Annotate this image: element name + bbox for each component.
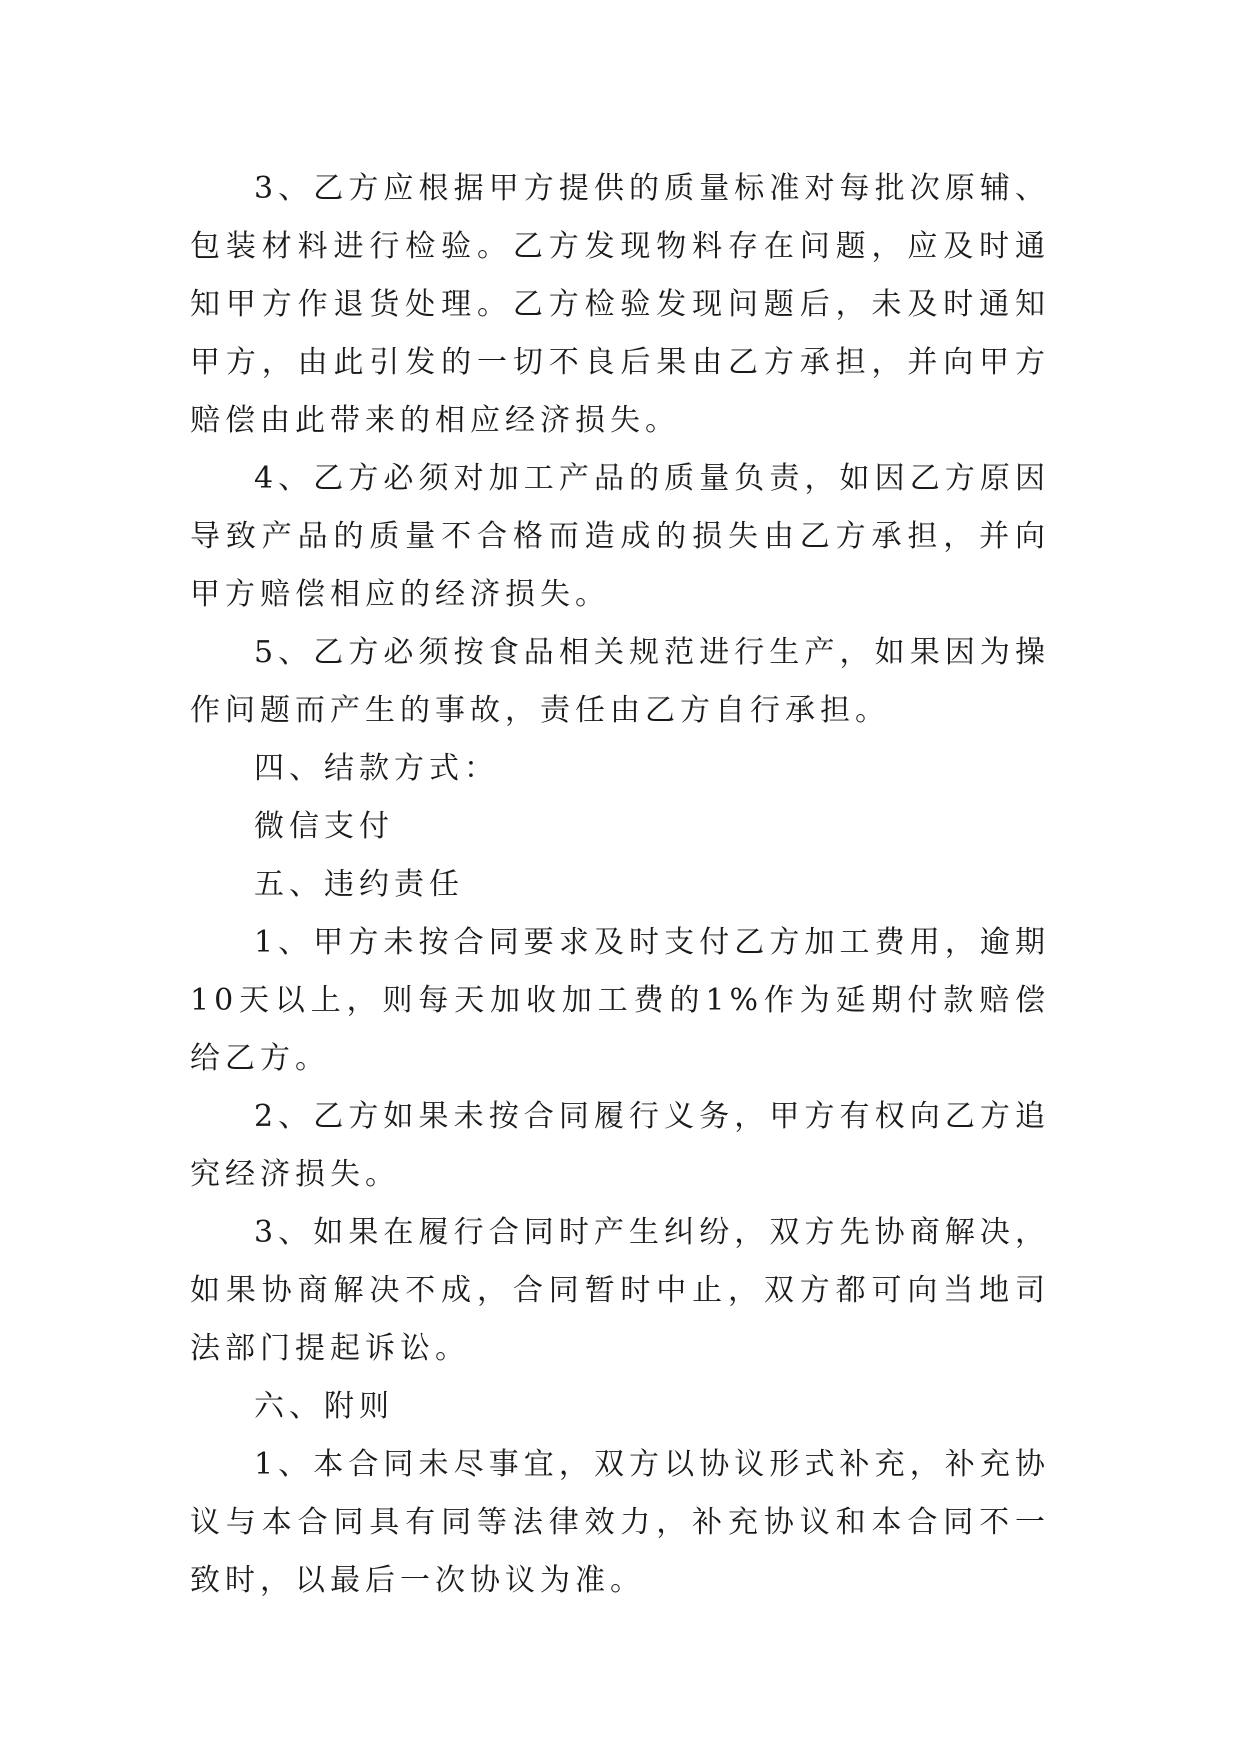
clause-4-product-quality: 4、乙方必须对加工产品的质量负责，如因乙方原因导致产品的质量不合格而造成的损失由乙方承担，并向甲方赔偿相应的经济损失。	[190, 461, 1050, 612]
section-heading-liability: 五、违约责任	[254, 867, 464, 902]
section-heading-payment: 四、结款方式：	[254, 751, 499, 786]
clause-3-material-inspection: 3、乙方应根据甲方提供的质量标准对每批次原辅、包装材料进行检验。乙方发现物料存在问题，应及时通知甲方作退货处理。乙方检验发现问题后，未及时通知甲方，由此引发的一切不良后果由乙方承担，并向甲方赔偿由此带来的相应经济损失。	[190, 171, 1050, 438]
supplementary-clause-1: 1、本合同未尽事宜，双方以协议形式补充，补充协议与本合同具有同等法律效力，补充协议和本合同不一致时，以最后一次协议为准。	[190, 1447, 1050, 1598]
liability-clause-3: 3、如果在履行合同时产生纠纷，双方先协商解决，如果协商解决不成，合同暂时中止，双方都可向当地司法部门提起诉讼。	[190, 1215, 1050, 1366]
clause-5-production-standards: 5、乙方必须按食品相关规范进行生产，如果因为操作问题而产生的事故，责任由乙方自行承担。	[190, 635, 1050, 728]
document-body	[190, 160, 1050, 1610]
section-heading-supplementary: 六、附则	[254, 1389, 394, 1424]
liability-clause-2: 2、乙方如果未按合同履行义务，甲方有权向乙方追究经济损失。	[190, 1099, 1050, 1192]
liability-clause-1: 1、甲方未按合同要求及时支付乙方加工费用，逾期10天以上，则每天加收加工费的1%作为延期付款赔偿给乙方。	[190, 925, 1050, 1076]
payment-method: 微信支付	[254, 809, 394, 844]
